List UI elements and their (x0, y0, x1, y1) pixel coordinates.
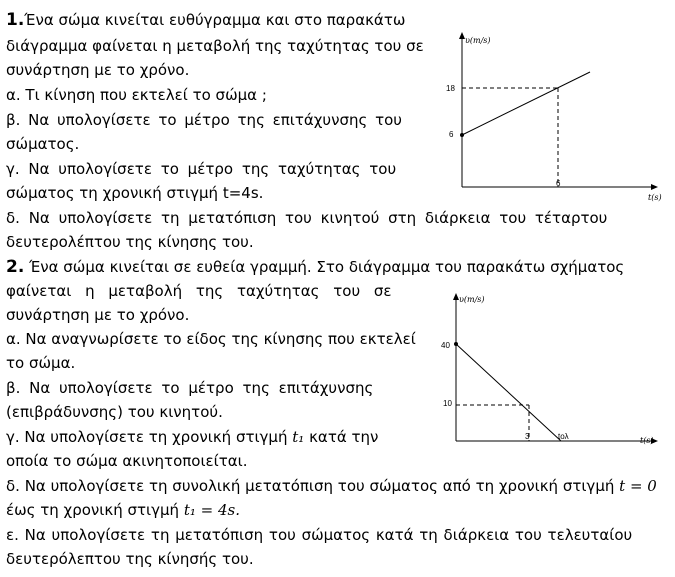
p1-line-1: 1.Ένα σώμα κινείται ευθύγραμμα και στο παρακάτω (6, 10, 406, 30)
p1-start-point (460, 133, 464, 137)
p2-y-tick-10: 10 (443, 399, 452, 408)
p2-question-e-line1: ε. Να υπολογίσετε τη μετατόπιση του σώματος κατά τη διάρκεια του τελευταίου (6, 526, 633, 544)
p2-question-c-line1: γ. Να υπολογίσετε τη χρονική στιγμή t₁ κατά την (6, 428, 379, 446)
p2-question-e-line2: δευτερόλεπτου της κίνησής του. (6, 550, 254, 568)
p1-question-b-line2: σώματος. (6, 135, 80, 153)
p2-math-t1: t₁ = 4s. (183, 501, 240, 519)
p2-line-v (456, 344, 561, 441)
p2-line-1: 2. Ένα σώμα κινείται σε ευθεία γραμμή. Στο διάγραμμα του παρακάτω σχήματος (6, 257, 625, 277)
p2-y-tick-40: 40 (441, 341, 450, 350)
p1-x-arrow (651, 184, 658, 190)
p2-velocity-graph (432, 291, 662, 451)
p2-number: 2. (6, 257, 25, 277)
p2-x-tick-3: 3 (525, 432, 530, 441)
p2-start-point (454, 342, 458, 346)
p1-number: 1. (6, 10, 25, 30)
p2-line-2: φαίνεται η μεταβολή της ταχύτητας του σε (6, 282, 392, 300)
p2-question-c-line2: οποία το σώμα ακινητοποιείται. (6, 452, 248, 470)
p1-question-c-line2: σώματος τη χρονική στιγμή t=4s. (6, 184, 264, 202)
p2-x-label: t(s) (640, 436, 654, 445)
p2-question-d-line2: έως τη χρονική στιγμή t₁ = 4s. (6, 501, 240, 519)
p1-question-d-line2: δευτερολέπτου της κίνησης του. (6, 233, 254, 251)
p1-y-label: υ(m/s) (465, 36, 491, 45)
p2-question-b-line1: β. Να υπολογίσετε το μέτρο της επιτάχυνσης (6, 379, 374, 397)
p2-question-d-line1: δ. Να υπολογίσετε τη συνολική μετατόπιση του σώματος από τη χρονική στιγμή t = 0 (6, 477, 657, 495)
p1-y-tick-6: 6 (449, 130, 454, 139)
p1-x-tick-6: 6 (556, 179, 561, 188)
p1-question-d-line1: δ. Να υπολογίσετε τη μετατόπιση του κινητού στη διάρκεια του τέταρτου (6, 209, 608, 227)
p1-y-tick-18: 18 (446, 84, 455, 93)
p1-line-3: συνάρτηση με το χρόνο. (6, 61, 190, 79)
p2-question-b-line2: (επιβράδυνσης) του κινητού. (6, 403, 223, 421)
p2-symbol-t1: t₁ (292, 428, 305, 446)
p2-y-label: υ(m/s) (459, 295, 485, 304)
p2-math-t0: t = 0 (619, 477, 657, 495)
p1-velocity-graph (440, 30, 662, 202)
p2-x-tick-tstop: toλ (558, 432, 569, 441)
p1-line-2: διάγραμμα φαίνεται η μεταβολή της ταχύτητας του σε (6, 37, 424, 55)
p2-line-3: συνάρτηση με το χρόνο. (6, 306, 190, 324)
p1-question-c-line1: γ. Να υπολογίσετε το μέτρο της ταχύτητας του (6, 160, 397, 178)
p2-question-a-line2: το σώμα. (6, 354, 76, 372)
p2-question-a-line1: α. Να αναγνωρίσετε το είδος της κίνησης που εκτελεί (6, 330, 416, 348)
p1-x-label: t(s) (648, 193, 662, 202)
p1-line-v (462, 72, 590, 135)
p1-question-a: α. Τι κίνηση που εκτελεί το σώμα ; (6, 86, 267, 104)
p1-question-b-line1: β. Να υπολογίσετε το μέτρο της επιτάχυνσης του (6, 111, 402, 129)
